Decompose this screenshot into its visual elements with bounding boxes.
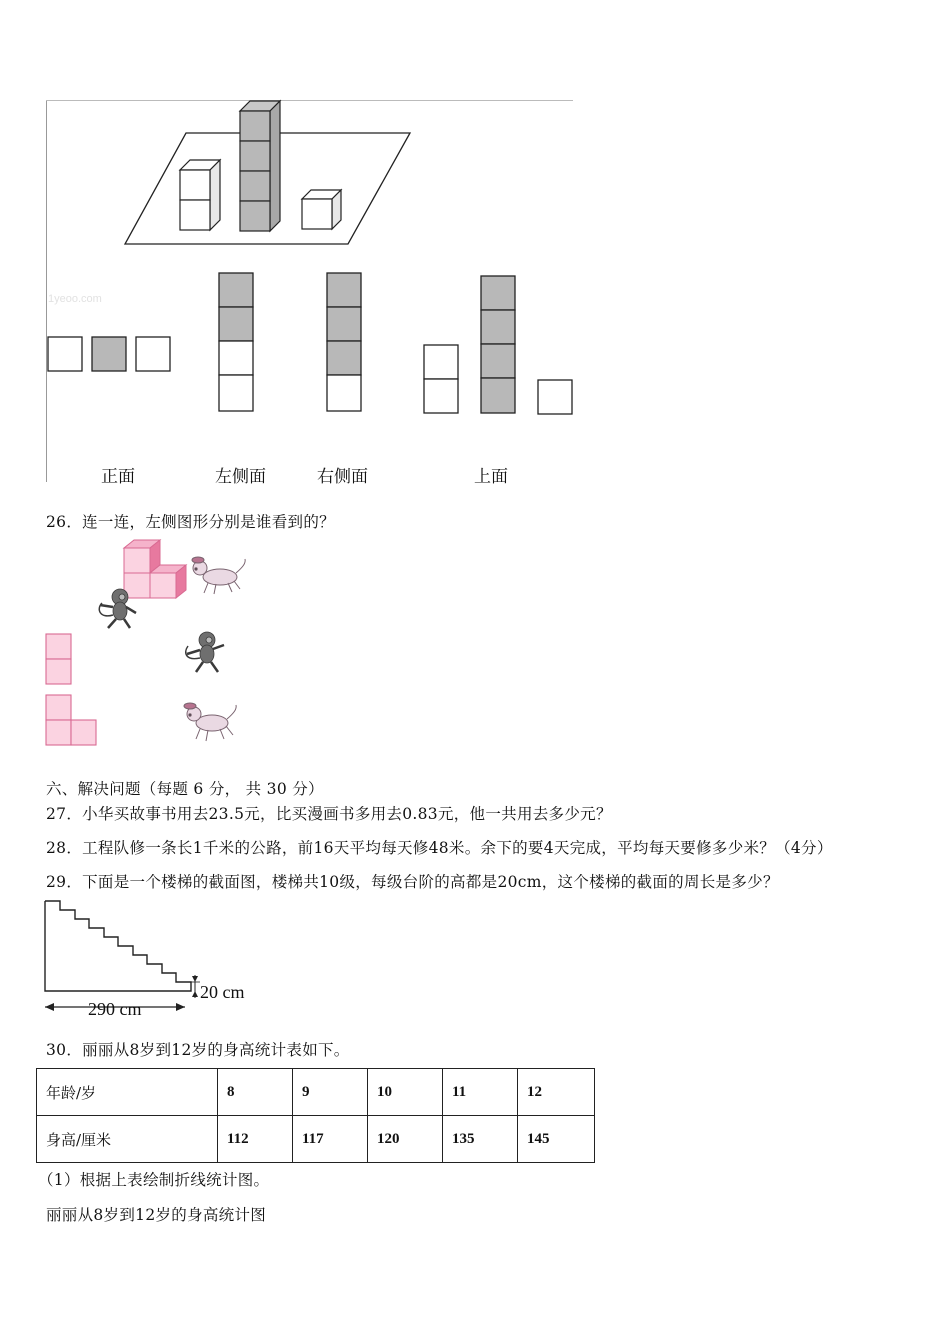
table-cell: 117 <box>293 1116 368 1163</box>
view-label-front: 正面 <box>101 467 135 487</box>
step-arrow-down <box>192 976 198 982</box>
stairs-outline <box>45 901 191 991</box>
table-cell: 11 <box>443 1069 518 1116</box>
question-29: 29．下面是一个楼梯的截面图，楼梯共10级，每级台阶的高都是20cm，这个楼梯的截面的周长是多少？ <box>46 873 779 891</box>
table-cell: 10 <box>368 1069 443 1116</box>
cube-stack-tall <box>240 101 280 231</box>
dog-icon-2 <box>184 703 236 741</box>
matching-figure <box>40 535 260 750</box>
table-row-age <box>37 1069 595 1116</box>
table-cell: 120 <box>368 1116 443 1163</box>
table-cell: 135 <box>443 1116 518 1163</box>
top-view <box>424 276 572 414</box>
right-side-view <box>327 273 361 411</box>
watermark: 1yeoo.com <box>48 293 102 305</box>
cube-stack-left <box>180 160 220 230</box>
table-cell: 112 <box>218 1116 293 1163</box>
question-28: 28．工程队修一条长1千米的公路，前16天平均每天修48米。余下的要4天完成，平均每天要修多少米？（4分） <box>46 839 833 857</box>
table-cell: 8 <box>218 1069 293 1116</box>
table-row-height <box>37 1116 595 1163</box>
front-view <box>48 337 170 371</box>
question-27: 27．小华买故事书用去23.5元，比买漫画书多用去0.83元，他一共用去多少元？ <box>46 805 612 823</box>
view-label-top: 上面 <box>474 467 508 487</box>
table-cell: 9 <box>293 1069 368 1116</box>
section-6-heading: 六、解决问题（每题 6 分， 共 30 分） <box>46 780 324 798</box>
cube-views-figure <box>0 0 600 490</box>
width-arrow-left <box>45 1003 54 1011</box>
pink-block-3d <box>124 540 186 598</box>
stairs-width-label: 290 cm <box>88 999 142 1019</box>
view-label-left: 左侧面 <box>215 467 266 487</box>
step-arrow-up <box>192 991 198 997</box>
dog-icon <box>192 557 245 594</box>
question-30: 30．丽丽从8岁到12岁的身高统计表如下。 <box>46 1041 350 1059</box>
table-cell: 145 <box>518 1116 595 1163</box>
monkey-icon-2 <box>186 632 224 672</box>
pink-view-l-shape <box>46 695 96 745</box>
question-26: 26．连一连，左侧图形分别是谁看到的？ <box>46 513 335 531</box>
chart-title: 丽丽从8岁到12岁的身高统计图 <box>46 1206 267 1224</box>
table-cell: 12 <box>518 1069 595 1116</box>
table-header-age: 年龄/岁 <box>37 1069 218 1116</box>
table-header-height: 身高/厘米 <box>37 1116 218 1163</box>
view-label-right: 右侧面 <box>317 467 368 487</box>
stairs-step-label: 20 cm <box>200 982 245 1002</box>
pink-view-column <box>46 634 71 684</box>
left-side-view <box>219 273 253 411</box>
width-arrow-right <box>176 1003 185 1011</box>
stairs-figure <box>40 895 270 1020</box>
height-table <box>36 1068 595 1163</box>
question-30-part-1: （1）根据上表绘制折线统计图。 <box>38 1171 270 1189</box>
cube-single-right <box>302 190 341 229</box>
